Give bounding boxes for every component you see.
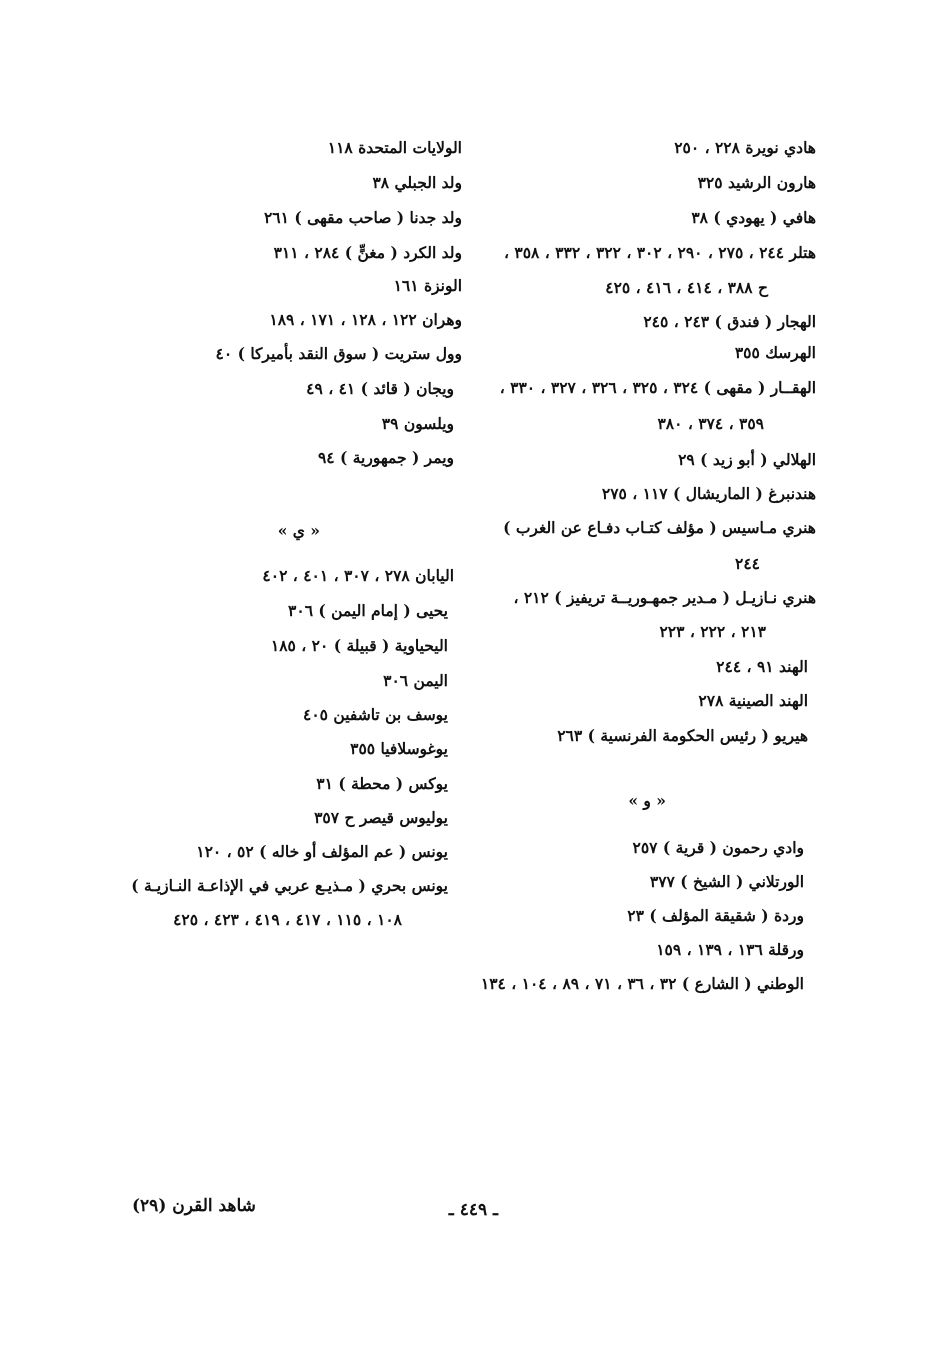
index-entry: اليمن ٣٠٦: [383, 671, 448, 690]
index-entry: وول ستريت ( سوق النقد بأميركا ) ٤٠: [215, 344, 462, 363]
running-footer-book-title: شاهد القرن (٢٩): [132, 1196, 256, 1216]
index-entry: يوغوسلافيا ٣٥٥: [350, 739, 448, 758]
index-entry: يحيى ( إمام اليمن ) ٣٠٦: [288, 601, 448, 620]
index-entry: هتلر ٢٤٤ ، ٢٧٥ ، ٢٩٠ ، ٣٠٢ ، ٣٢٢ ، ٣٣٢ ، ٣٥٨ ،: [503, 243, 816, 262]
index-entry: اليابان ٢٧٨ ، ٣٠٧ ، ٤٠١ ، ٤٠٢: [262, 566, 454, 585]
index-entry: هافي ( يهودي ) ٣٨: [691, 208, 816, 227]
index-entry: ويلسون ٣٩: [381, 414, 454, 433]
index-entry: الهلالي ( أبو زيد ) ٢٩: [678, 450, 816, 469]
index-entry: وادي رحمون ( قرية ) ٢٥٧: [632, 838, 804, 857]
section-letter-ya: « ي »: [277, 521, 320, 540]
index-entry: ويجان ( قائد ) ٤١ ، ٤٩: [306, 379, 454, 398]
index-entry: الورتلاني ( الشيخ ) ٣٧٧: [649, 872, 804, 891]
index-entry: الوطني ( الشارع ) ٣٢ ، ٣٦ ، ٧١ ، ٨٩ ، ١٠٤ ، ١٣٤: [480, 974, 804, 993]
index-entry: ولد الكرد ( مغنٍّ ) ٢٨٤ ، ٣١١: [273, 243, 462, 262]
index-entry-continuation: ٣٥٩ ، ٣٧٤ ، ٣٨٠: [657, 414, 764, 433]
index-entry: هادي نويرة ٢٢٨ ، ٢٥٠: [674, 138, 816, 157]
index-entry: اليحياوية ( قبيلة ) ٢٠ ، ١٨٥: [270, 636, 448, 655]
index-entry-continuation: ٢١٣ ، ٢٢٢ ، ٢٢٣: [659, 622, 766, 641]
index-entry: الونزة ١٦١: [393, 276, 462, 295]
page-number: ـ ٤٤٩ ـ: [448, 1200, 498, 1220]
index-entry: يوكس ( محطة ) ٣١: [316, 774, 448, 793]
index-entry: يونس ( عم المؤلف أو خاله ) ٥٢ ، ١٢٠: [196, 842, 448, 861]
index-entry: يونس بحري ( مـذيـع عربي في الإذاعـة النـازيـة ): [131, 876, 448, 895]
index-entry: الهند الصينية ٢٧٨: [698, 691, 808, 710]
index-entry: هيريو ( رئيس الحكومة الفرنسية ) ٢٦٣: [557, 726, 808, 745]
index-entry: ويمر ( جمهورية ) ٩٤: [317, 448, 454, 467]
index-entry: الولايات المتحدة ١١٨: [327, 138, 462, 157]
index-entry: هنري مـاسيس ( مؤلف كتـاب دفـاع عن الغرب ): [503, 518, 816, 537]
index-entry: الهقــار ( مقهى ) ٣٢٤ ، ٣٢٥ ، ٣٢٦ ، ٣٢٧ ، ٣٣٠ ،: [499, 378, 816, 397]
index-entry-continuation: ١٠٨ ، ١١٥ ، ٤١٧ ، ٤١٩ ، ٤٢٣ ، ٤٢٥: [173, 910, 402, 929]
index-entry: يوسف بن تاشفين ٤٠٥: [303, 705, 448, 724]
index-entry: ولد الجبلي ٣٨: [372, 173, 462, 192]
index-entry-continuation: ٢٤٤: [735, 554, 760, 573]
index-entry: يوليوس قيصر ح ٣٥٧: [314, 808, 448, 827]
index-entry: وهران ١٢٢ ، ١٢٨ ، ١٧١ ، ١٨٩: [269, 310, 462, 329]
index-entry: ورقلة ١٣٦ ، ١٣٩ ، ١٥٩: [656, 940, 804, 959]
index-entry: ولد جدنا ( صاحب مقهى ) ٢٦١: [263, 208, 462, 227]
index-entry: الهرسك ٣٥٥: [734, 343, 816, 362]
index-entry: هارون الرشيد ٣٢٥: [697, 173, 816, 192]
index-entry: الهجار ( فندق ) ٢٤٣ ، ٢٤٥: [643, 312, 816, 331]
index-entry: الهند ٩١ ، ٢٤٤: [716, 657, 808, 676]
section-letter-waw: « و »: [628, 791, 666, 810]
index-entry: وردة ( شقيقة المؤلف ) ٢٣: [627, 906, 804, 925]
index-entry: هندنبرغ ( الماريشال ) ١١٧ ، ٢٧٥: [601, 484, 816, 503]
index-entry: هنري نـازيـل ( مـدير جمهـوريــة تريفيز ) ٢١٢ ،: [513, 588, 816, 607]
index-entry-continuation: ح ٣٨٨ ، ٤١٤ ، ٤١٦ ، ٤٢٥: [605, 278, 768, 297]
